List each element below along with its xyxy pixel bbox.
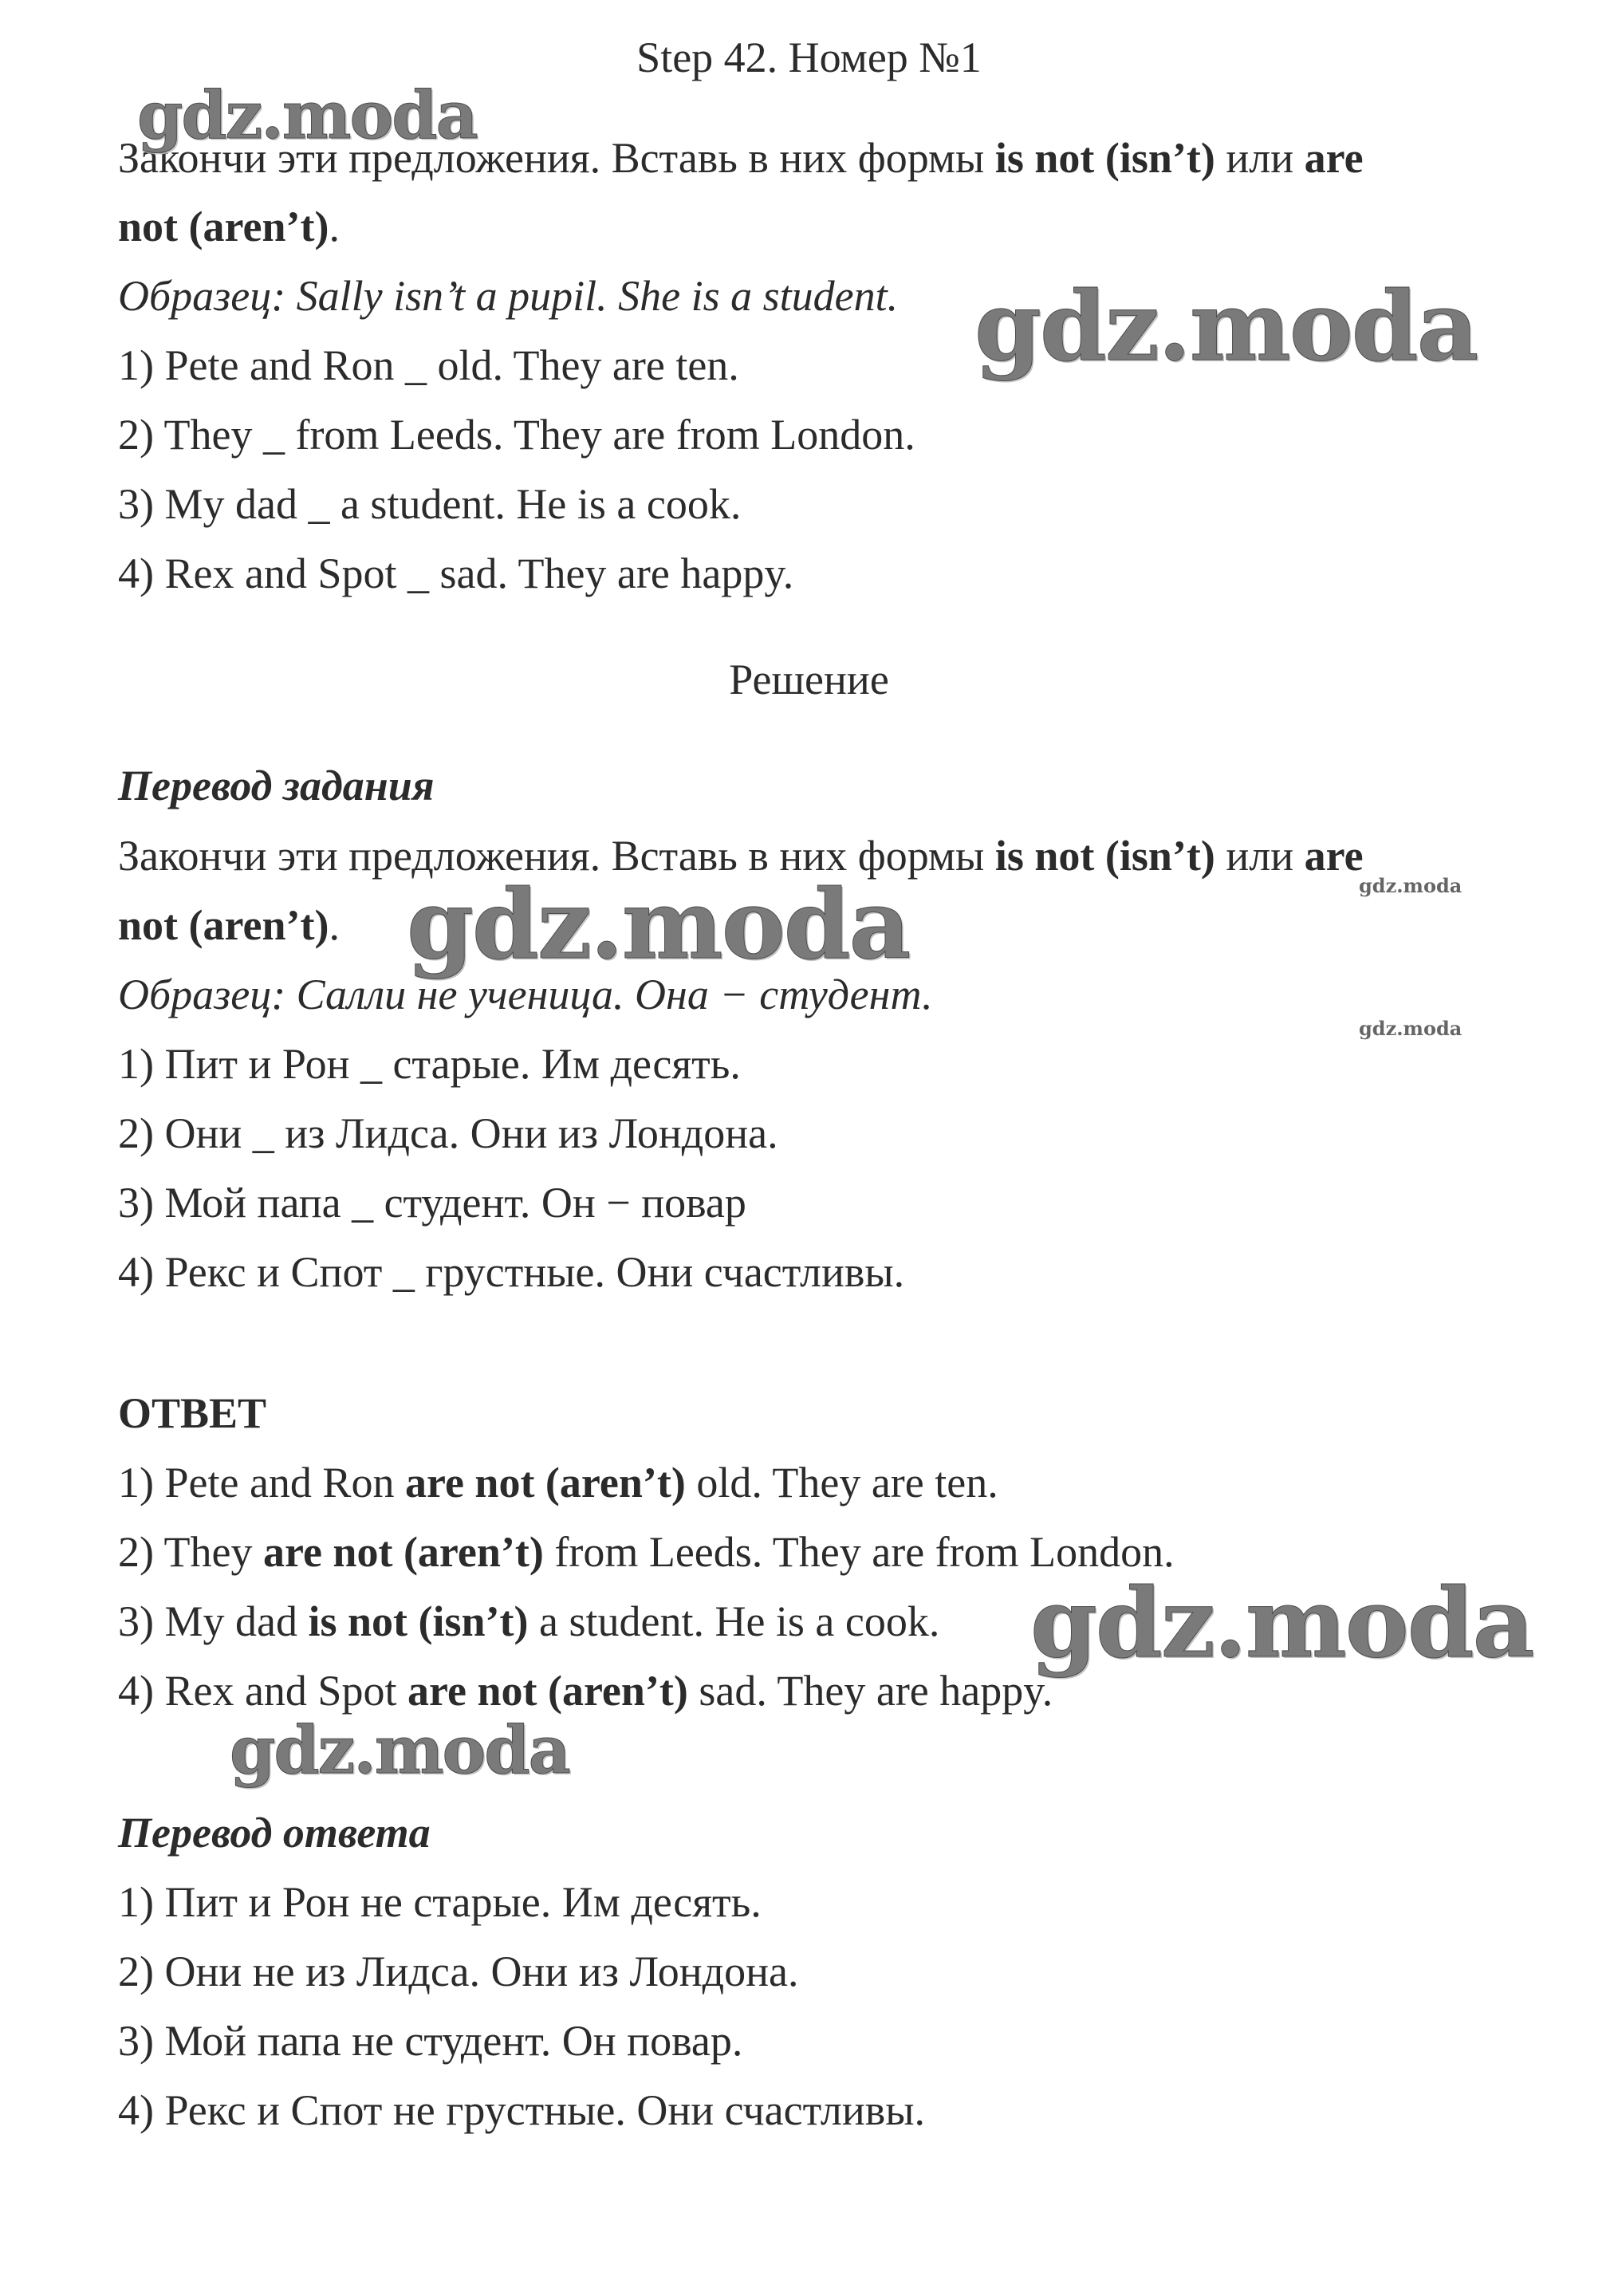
translation-bold-isnt: is not (isn’t)	[994, 832, 1215, 880]
answer-heading: ОТВЕТ	[118, 1389, 267, 1437]
answer-4-bold: are not (aren’t)	[407, 1667, 688, 1715]
answer-1-bold: are not (aren’t)	[404, 1459, 686, 1506]
translation-example: Образец: Салли не ученица. Она − студент.	[118, 971, 933, 1018]
instruction-or: или	[1214, 134, 1305, 182]
translation-bold-arent: not (aren’t)	[118, 901, 329, 949]
translation-period: .	[329, 901, 340, 949]
task-item-4: 4) Rex and Spot _ sad. They are happy.	[118, 549, 794, 597]
translation-item-1: 1) Пит и Рон _ старые. Им десять.	[118, 1040, 741, 1088]
watermark-logo: gdz.moda	[230, 1712, 569, 1789]
task-item-2: 2) They _ from Leeds. They are from London.	[118, 411, 915, 459]
answer-2-before: 2) They	[118, 1528, 263, 1576]
translation-bold-are: are	[1304, 832, 1364, 880]
watermark-logo: gdz.moda	[974, 270, 1478, 383]
answer-3-before: 3) My dad	[118, 1597, 309, 1645]
task-example: Образец: Sally isn’t a pupil. She is a student.	[118, 272, 899, 320]
instruction-bold-are: are	[1304, 134, 1364, 182]
answer-3-bold: is not (isn’t)	[308, 1597, 529, 1645]
answer-4-after: sad. They are happy.	[687, 1667, 1053, 1715]
answer-item-1	[118, 1459, 1498, 1506]
translation-item-4: 4) Рекс и Спот _ грустные. Они счастливы.	[118, 1248, 905, 1296]
answer-1-after: old. They are ten.	[685, 1459, 998, 1506]
watermark-logo: gdz.moda	[1030, 1567, 1533, 1680]
translation-or: или	[1214, 832, 1305, 880]
answer-translation-item-1: 1) Пит и Рон не старые. Им десять.	[118, 1878, 762, 1926]
instruction-bold-isnt: is not (isn’t)	[994, 134, 1215, 182]
instruction-bold-arent: not (aren’t)	[118, 203, 329, 250]
answer-2-bold: are not (aren’t)	[262, 1528, 544, 1576]
watermark-logo: gdz.moda	[407, 868, 910, 981]
translation-item-3: 3) Мой папа _ студент. Он − повар	[118, 1179, 746, 1227]
answer-4-before: 4) Rex and Spot	[118, 1667, 407, 1715]
task-item-1: 1) Pete and Ron _ old. They are ten.	[118, 341, 739, 389]
translation-instruction-text: Закончи эти предложения. Вставь в них формы	[118, 832, 995, 880]
task-item-3: 3) My dad _ a student. He is a cook.	[118, 480, 742, 528]
page-title: Step 42. Номер №1	[636, 33, 982, 81]
answer-1-before: 1) Pete and Ron	[118, 1459, 405, 1506]
answer-2-after: from Leeds. They are from London.	[543, 1528, 1175, 1576]
task-instruction-line-2	[118, 203, 1498, 250]
answer-translation-item-4: 4) Рекс и Спот не грустные. Они счастливы.	[118, 2086, 925, 2134]
answer-translation-item-3: 3) Мой папа не студент. Он повар.	[118, 2017, 743, 2065]
translation-item-2: 2) Они _ из Лидса. Они из Лондона.	[118, 1109, 778, 1157]
instruction-period: .	[329, 203, 340, 250]
solution-label: Решение	[729, 656, 889, 703]
watermark-logo: gdz.moda	[137, 77, 477, 154]
watermark-logo-small: gdz.moda	[1359, 874, 1462, 897]
watermark-logo-small: gdz.moda	[1359, 1017, 1462, 1040]
answer-translation-item-2: 2) Они не из Лидса. Они из Лондона.	[118, 1947, 799, 1995]
instruction-text: Закончи эти предложения. Вставь в них формы	[118, 134, 995, 182]
answer-3-after: a student. He is a cook.	[528, 1597, 940, 1645]
translation-heading: Перевод задания	[118, 762, 435, 809]
answer-translation-heading: Перевод ответа	[118, 1809, 431, 1857]
